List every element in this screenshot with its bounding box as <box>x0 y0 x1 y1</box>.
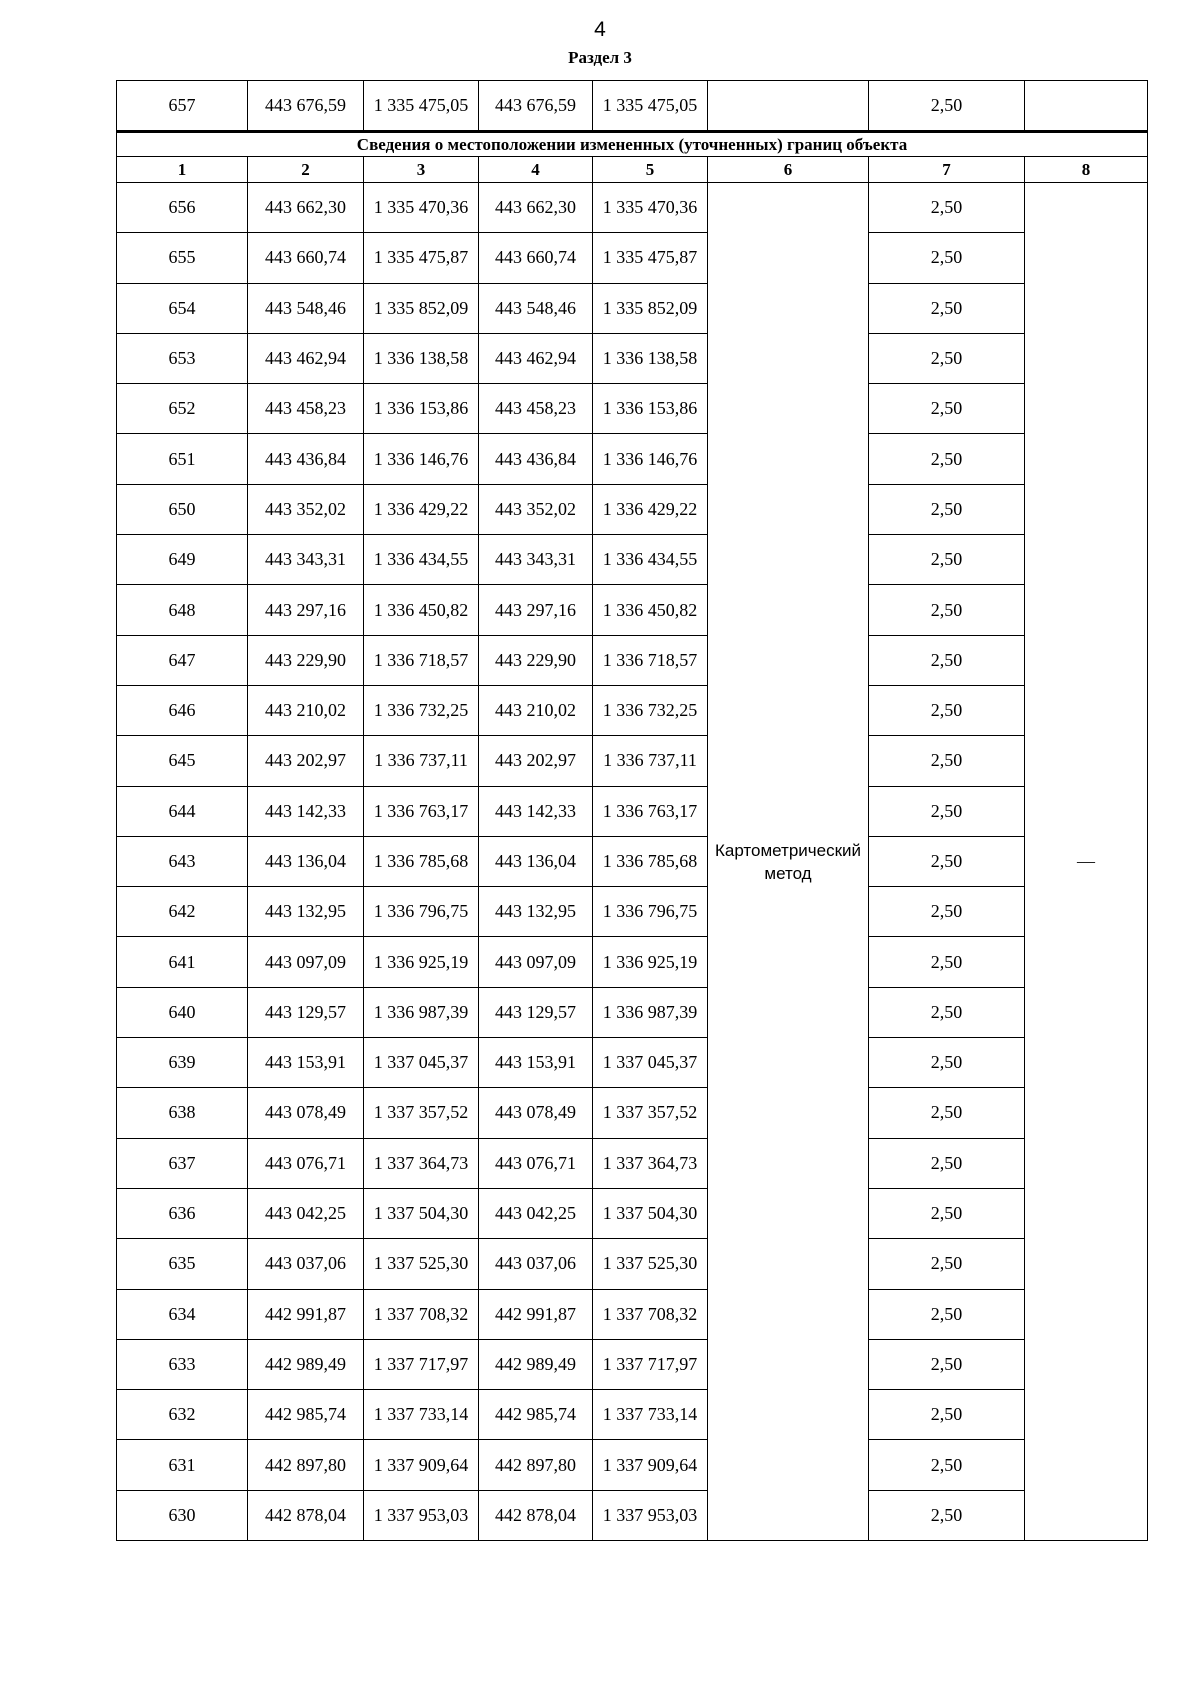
table-row <box>117 887 1148 937</box>
cell-y-new: 1 337 045,37 <box>593 1038 708 1088</box>
cell-point-number: 652 <box>117 384 248 434</box>
cell-y-new: 1 337 364,73 <box>593 1138 708 1188</box>
cell-point-number: 654 <box>117 283 248 333</box>
cell-x-existing: 443 343,31 <box>248 535 364 585</box>
table-caption-row <box>117 132 1148 157</box>
cell-y-new: 1 335 852,09 <box>593 283 708 333</box>
method-cell: Картометрический метод <box>708 183 869 1541</box>
cell-accuracy: 2,50 <box>869 1088 1025 1138</box>
table-row <box>117 685 1148 735</box>
column-header: 7 <box>869 157 1025 183</box>
cell-x-existing: 443 297,16 <box>248 585 364 635</box>
cell-note <box>1025 81 1148 132</box>
cell-x-new: 443 662,30 <box>479 183 593 233</box>
cell-accuracy: 2,50 <box>869 535 1025 585</box>
cell-y-existing: 1 337 357,52 <box>364 1088 479 1138</box>
column-header-row <box>117 157 1148 183</box>
cell-x-new: 443 462,94 <box>479 333 593 383</box>
cell-point-number: 643 <box>117 836 248 886</box>
cell-accuracy: 2,50 <box>869 434 1025 484</box>
table-row <box>117 484 1148 534</box>
cell-y-existing: 1 337 733,14 <box>364 1390 479 1440</box>
table-row <box>117 384 1148 434</box>
cell-y-new: 1 336 785,68 <box>593 836 708 886</box>
cell-x-existing: 443 436,84 <box>248 434 364 484</box>
cell-x-existing: 442 989,49 <box>248 1339 364 1389</box>
cell-point-number: 656 <box>117 183 248 233</box>
cell-y-new: 1 337 909,64 <box>593 1440 708 1490</box>
cell-point-number: 644 <box>117 786 248 836</box>
table-row <box>117 1390 1148 1440</box>
cell-point-number: 651 <box>117 434 248 484</box>
table-body <box>117 81 1148 1541</box>
cell-y-existing: 1 336 153,86 <box>364 384 479 434</box>
cell-accuracy: 2,50 <box>869 1289 1025 1339</box>
table-row <box>117 1239 1148 1289</box>
cell-x-existing: 443 037,06 <box>248 1239 364 1289</box>
cell-x-new: 443 132,95 <box>479 887 593 937</box>
cell-x-existing: 442 878,04 <box>248 1490 364 1540</box>
cell-x-new: 442 897,80 <box>479 1440 593 1490</box>
cell-point-number: 635 <box>117 1239 248 1289</box>
cell-y-new: 1 337 953,03 <box>593 1490 708 1540</box>
cell-point-number: 646 <box>117 685 248 735</box>
cell-point-number: 630 <box>117 1490 248 1540</box>
cell-y-existing: 1 337 045,37 <box>364 1038 479 1088</box>
table-row <box>117 1339 1148 1389</box>
column-header: 1 <box>117 157 248 183</box>
coordinates-table <box>116 80 1148 1541</box>
cell-x-existing: 443 462,94 <box>248 333 364 383</box>
cell-accuracy: 2,50 <box>869 283 1025 333</box>
table-row-first <box>117 81 1148 132</box>
table-row <box>117 283 1148 333</box>
table-row <box>117 585 1148 635</box>
cell-y-existing: 1 335 470,36 <box>364 183 479 233</box>
page-number: 4 <box>594 18 606 41</box>
cell-x-existing: 443 660,74 <box>248 233 364 283</box>
cell-x-existing: 443 042,25 <box>248 1188 364 1238</box>
cell-point-number: 640 <box>117 987 248 1037</box>
cell-accuracy: 2,50 <box>869 1138 1025 1188</box>
cell-x-new: 443 129,57 <box>479 987 593 1037</box>
cell-x-existing: 442 991,87 <box>248 1289 364 1339</box>
cell-x-new: 442 985,74 <box>479 1390 593 1440</box>
cell-accuracy: 2,50 <box>869 183 1025 233</box>
table-row <box>117 1490 1148 1540</box>
cell-y-new: 1 336 925,19 <box>593 937 708 987</box>
cell-x-new: 442 991,87 <box>479 1289 593 1339</box>
cell-x-new: 443 229,90 <box>479 635 593 685</box>
note-cell: — <box>1025 183 1148 1541</box>
cell-point-number: 655 <box>117 233 248 283</box>
cell-y-new: 1 336 138,58 <box>593 333 708 383</box>
cell-y-existing: 1 337 909,64 <box>364 1440 479 1490</box>
cell-x-existing: 443 548,46 <box>248 283 364 333</box>
cell-x-existing: 443 662,30 <box>248 183 364 233</box>
cell-accuracy: 2,50 <box>869 635 1025 685</box>
cell-accuracy: 2,50 <box>869 233 1025 283</box>
cell-point-number: 638 <box>117 1088 248 1138</box>
cell-y-existing: 1 336 796,75 <box>364 887 479 937</box>
cell-y-new: 1 336 987,39 <box>593 987 708 1037</box>
cell-y-existing: 1 337 717,97 <box>364 1339 479 1389</box>
cell-accuracy: 2,50 <box>869 937 1025 987</box>
cell-point-number: 633 <box>117 1339 248 1389</box>
cell-y-new: 1 337 357,52 <box>593 1088 708 1138</box>
cell-x-existing: 443 676,59 <box>248 81 364 132</box>
cell-x-existing: 443 153,91 <box>248 1038 364 1088</box>
cell-x-existing: 443 132,95 <box>248 887 364 937</box>
cell-point-number: 649 <box>117 535 248 585</box>
cell-accuracy: 2,50 <box>869 81 1025 132</box>
cell-y-existing: 1 336 737,11 <box>364 736 479 786</box>
cell-accuracy: 2,50 <box>869 1390 1025 1440</box>
cell-y-new: 1 337 708,32 <box>593 1289 708 1339</box>
cell-y-existing: 1 337 953,03 <box>364 1490 479 1540</box>
table-row <box>117 1088 1148 1138</box>
cell-x-new: 443 153,91 <box>479 1038 593 1088</box>
column-header: 8 <box>1025 157 1148 183</box>
cell-point-number: 631 <box>117 1440 248 1490</box>
cell-point-number: 632 <box>117 1390 248 1440</box>
cell-y-existing: 1 336 763,17 <box>364 786 479 836</box>
cell-x-new: 443 097,09 <box>479 937 593 987</box>
cell-y-existing: 1 336 718,57 <box>364 635 479 685</box>
cell-y-new: 1 337 733,14 <box>593 1390 708 1440</box>
cell-point-number: 645 <box>117 736 248 786</box>
cell-point-number: 637 <box>117 1138 248 1188</box>
cell-x-new: 443 042,25 <box>479 1188 593 1238</box>
cell-y-existing: 1 336 450,82 <box>364 585 479 635</box>
cell-x-new: 442 878,04 <box>479 1490 593 1540</box>
table-row <box>117 1188 1148 1238</box>
cell-x-existing: 442 897,80 <box>248 1440 364 1490</box>
cell-x-existing: 443 078,49 <box>248 1088 364 1138</box>
cell-accuracy: 2,50 <box>869 836 1025 886</box>
cell-accuracy: 2,50 <box>869 585 1025 635</box>
column-header: 3 <box>364 157 479 183</box>
cell-y-existing: 1 337 708,32 <box>364 1289 479 1339</box>
cell-y-existing: 1 336 732,25 <box>364 685 479 735</box>
cell-y-existing: 1 336 987,39 <box>364 987 479 1037</box>
cell-accuracy: 2,50 <box>869 1239 1025 1289</box>
cell-y-existing: 1 335 475,05 <box>364 81 479 132</box>
cell-x-new: 443 436,84 <box>479 434 593 484</box>
cell-point-number: 641 <box>117 937 248 987</box>
cell-y-new: 1 336 732,25 <box>593 685 708 735</box>
cell-y-new: 1 336 763,17 <box>593 786 708 836</box>
cell-accuracy: 2,50 <box>869 887 1025 937</box>
cell-x-new: 443 210,02 <box>479 685 593 735</box>
cell-y-new: 1 336 737,11 <box>593 736 708 786</box>
cell-y-existing: 1 337 504,30 <box>364 1188 479 1238</box>
cell-x-existing: 443 210,02 <box>248 685 364 735</box>
cell-point-number: 642 <box>117 887 248 937</box>
cell-x-new: 443 202,97 <box>479 736 593 786</box>
cell-x-existing: 443 097,09 <box>248 937 364 987</box>
cell-x-existing: 443 352,02 <box>248 484 364 534</box>
cell-y-new: 1 336 429,22 <box>593 484 708 534</box>
cell-x-existing: 443 202,97 <box>248 736 364 786</box>
cell-y-new: 1 335 475,87 <box>593 233 708 283</box>
cell-point-number: 657 <box>117 81 248 132</box>
cell-point-number: 653 <box>117 333 248 383</box>
cell-x-new: 443 660,74 <box>479 233 593 283</box>
table-row <box>117 836 1148 886</box>
table-row <box>117 937 1148 987</box>
cell-y-existing: 1 336 434,55 <box>364 535 479 585</box>
cell-y-existing: 1 335 475,87 <box>364 233 479 283</box>
cell-y-existing: 1 337 525,30 <box>364 1239 479 1289</box>
cell-point-number: 647 <box>117 635 248 685</box>
cell-y-new: 1 335 475,05 <box>593 81 708 132</box>
table-row <box>117 1289 1148 1339</box>
table-row <box>117 535 1148 585</box>
table-row <box>117 434 1148 484</box>
cell-x-new: 443 076,71 <box>479 1138 593 1188</box>
cell-accuracy: 2,50 <box>869 736 1025 786</box>
column-header: 4 <box>479 157 593 183</box>
cell-y-existing: 1 337 364,73 <box>364 1138 479 1188</box>
cell-x-existing: 443 129,57 <box>248 987 364 1037</box>
cell-x-existing: 443 142,33 <box>248 786 364 836</box>
cell-y-new: 1 337 504,30 <box>593 1188 708 1238</box>
cell-accuracy: 2,50 <box>869 786 1025 836</box>
cell-x-new: 443 142,33 <box>479 786 593 836</box>
cell-y-new: 1 337 717,97 <box>593 1339 708 1389</box>
cell-x-existing: 442 985,74 <box>248 1390 364 1440</box>
cell-x-new: 443 037,06 <box>479 1239 593 1289</box>
cell-point-number: 639 <box>117 1038 248 1088</box>
cell-x-new: 442 989,49 <box>479 1339 593 1389</box>
table-caption: Сведения о местоположении измененных (уточненных) границ объекта <box>117 132 1148 157</box>
cell-method <box>708 81 869 132</box>
cell-y-existing: 1 336 785,68 <box>364 836 479 886</box>
cell-accuracy: 2,50 <box>869 484 1025 534</box>
cell-y-existing: 1 336 925,19 <box>364 937 479 987</box>
cell-x-existing: 443 458,23 <box>248 384 364 434</box>
cell-y-existing: 1 336 138,58 <box>364 333 479 383</box>
cell-y-new: 1 336 153,86 <box>593 384 708 434</box>
cell-y-new: 1 336 796,75 <box>593 887 708 937</box>
cell-accuracy: 2,50 <box>869 685 1025 735</box>
cell-point-number: 636 <box>117 1188 248 1238</box>
cell-x-existing: 443 076,71 <box>248 1138 364 1188</box>
table-row <box>117 786 1148 836</box>
cell-accuracy: 2,50 <box>869 987 1025 1037</box>
table-row <box>117 1038 1148 1088</box>
cell-x-new: 443 548,46 <box>479 283 593 333</box>
cell-point-number: 648 <box>117 585 248 635</box>
cell-y-new: 1 336 434,55 <box>593 535 708 585</box>
cell-x-new: 443 297,16 <box>479 585 593 635</box>
column-header: 5 <box>593 157 708 183</box>
cell-y-existing: 1 335 852,09 <box>364 283 479 333</box>
cell-y-new: 1 335 470,36 <box>593 183 708 233</box>
cell-accuracy: 2,50 <box>869 1038 1025 1088</box>
column-header: 6 <box>708 157 869 183</box>
cell-accuracy: 2,50 <box>869 384 1025 434</box>
table-row <box>117 736 1148 786</box>
cell-accuracy: 2,50 <box>869 1490 1025 1540</box>
cell-y-existing: 1 336 146,76 <box>364 434 479 484</box>
table-row <box>117 635 1148 685</box>
table-row <box>117 233 1148 283</box>
table-row <box>117 183 1148 233</box>
table-row <box>117 1138 1148 1188</box>
cell-y-new: 1 336 450,82 <box>593 585 708 635</box>
cell-point-number: 634 <box>117 1289 248 1339</box>
cell-y-new: 1 336 146,76 <box>593 434 708 484</box>
cell-x-existing: 443 136,04 <box>248 836 364 886</box>
table-row <box>117 1440 1148 1490</box>
cell-x-new: 443 078,49 <box>479 1088 593 1138</box>
cell-point-number: 650 <box>117 484 248 534</box>
cell-x-new: 443 458,23 <box>479 384 593 434</box>
cell-x-new: 443 343,31 <box>479 535 593 585</box>
cell-x-existing: 443 229,90 <box>248 635 364 685</box>
cell-y-new: 1 337 525,30 <box>593 1239 708 1289</box>
cell-y-existing: 1 336 429,22 <box>364 484 479 534</box>
table-row <box>117 987 1148 1037</box>
column-header: 2 <box>248 157 364 183</box>
cell-accuracy: 2,50 <box>869 1440 1025 1490</box>
cell-x-new: 443 352,02 <box>479 484 593 534</box>
cell-x-new: 443 676,59 <box>479 81 593 132</box>
cell-x-new: 443 136,04 <box>479 836 593 886</box>
cell-y-new: 1 336 718,57 <box>593 635 708 685</box>
table-row <box>117 333 1148 383</box>
cell-accuracy: 2,50 <box>869 333 1025 383</box>
cell-accuracy: 2,50 <box>869 1188 1025 1238</box>
section-title: Раздел 3 <box>568 48 632 67</box>
cell-accuracy: 2,50 <box>869 1339 1025 1389</box>
